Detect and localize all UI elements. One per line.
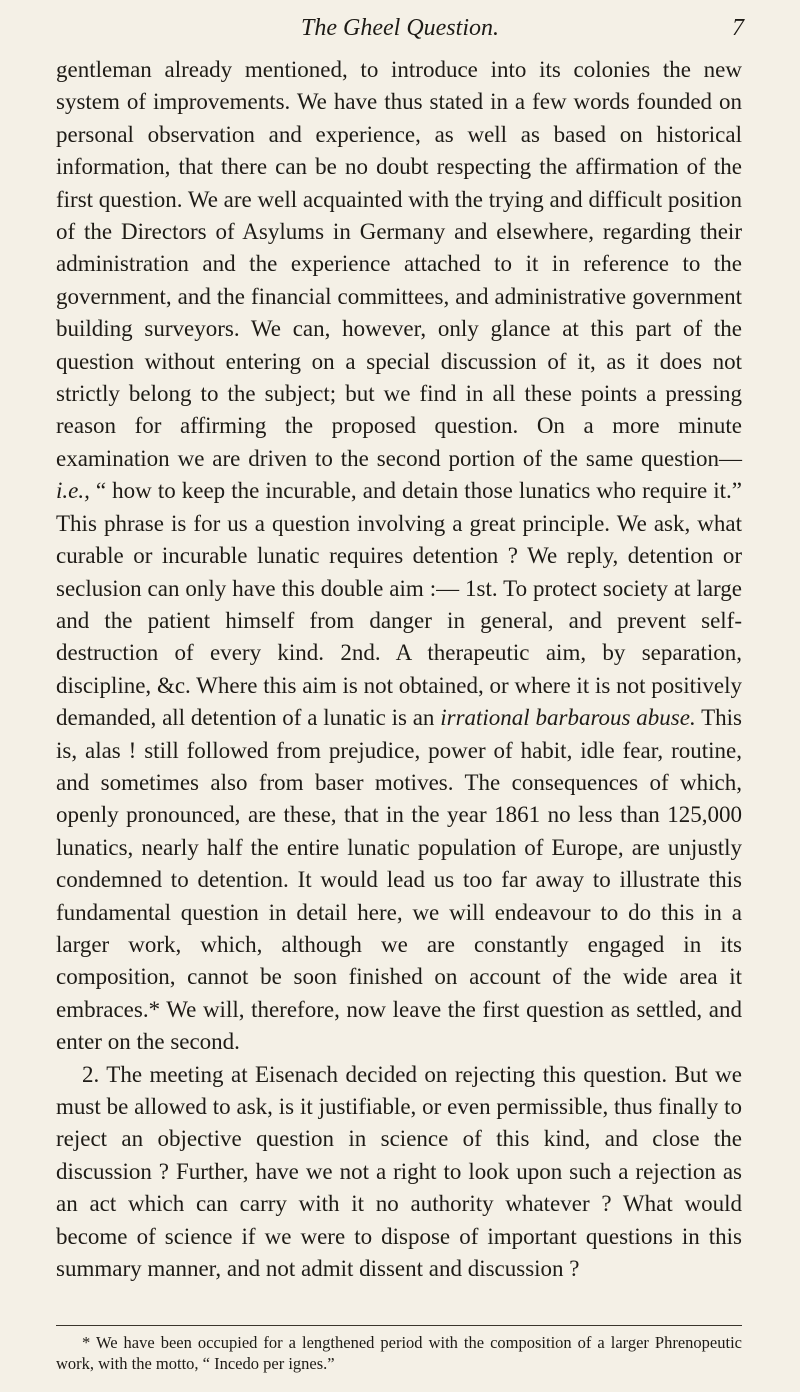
running-title: The Gheel Question.	[301, 15, 499, 41]
paragraph-text-c: This is, alas ! still followed from prejudice, power of habit, idle fear, routine, and sometimes also from baser motives. The consequences of which, openly pronounced, are these, that in the year 1861 no less than 125,000 lunatics, nearly half the entire lunatic population of Europe, are unjustly condemned to detention. It would lead us too far away to illustrate this fundamental question in detail here, we will endeavour to do this in a larger work, which, although we are constantly engaged in its composition, cannot be soon finished on account of the wide area it embraces.* We will, therefore, now leave the first question as settled, and enter on the second.	[56, 705, 742, 1055]
paragraph-text-a: gentleman already mentioned, to introduce into its colonies the new system of improvements. We have thus stated in a few words founded on personal observation and experience, as well as based on historical information, that there can be no doubt respecting the affirmation of the first question. We are well acquainted with the trying and difficult position of the Directors of Asylums in Germany and elsewhere, regarding their administration and the experience attached to it in reference to the government, and the financial committees, and administrative government building surveyors. We can, however, only glance at this part of the question without entering on a special discussion of it, as it does not strictly belong to the subject; but we find in all these points a pressing reason for affirming the proposed question. On a more minute examination we are driven to the second portion of the same question—	[56, 57, 742, 471]
emphasis-phrase: irrational barbarous abuse.	[440, 705, 696, 731]
ie-abbreviation: i.e.,	[56, 478, 90, 504]
footnote-rule	[56, 1325, 742, 1326]
footnote	[56, 1332, 742, 1374]
page-number: 7	[732, 15, 744, 41]
paragraph-second-question: 2. The meeting at Eisenach decided on rejecting this question. But we must be allowed to ask, is it justifiable, or even permissible, thus finally to reject an objective question in science of this kind, and close the discussion ? Further, have we not a right to look upon such a rejection as an act which can carry with it no authority whatever ? What would become of science if we were to dispose of important questions in this summary manner, and not admit dissent and discussion ?	[56, 1061, 742, 1282]
paragraph-continued	[56, 54, 742, 1059]
paragraph-text-b: “ how to keep the incurable, and detain those lunatics who require it.” This phrase is for us a question involving a great principle. We ask, what curable or incurable lunatic requires detention ? We reply, detention or seclusion can only have this double aim :— 1st. To protect society at large and the patient himself from danger in general, and prevent self-destruction of every kind. 2nd. A therapeutic aim, by separation, discipline, &c. Where this aim is not obtained, or where it is not positively demanded, all detention of a lunatic is an	[56, 478, 742, 731]
footnote-text: * We have been occupied for a lengthened period with the composition of a larger Phrenopeutic work, with the motto, “ Incedo per ignes.”	[56, 1333, 742, 1373]
page-header	[0, 8, 800, 48]
body-text	[56, 54, 742, 1285]
